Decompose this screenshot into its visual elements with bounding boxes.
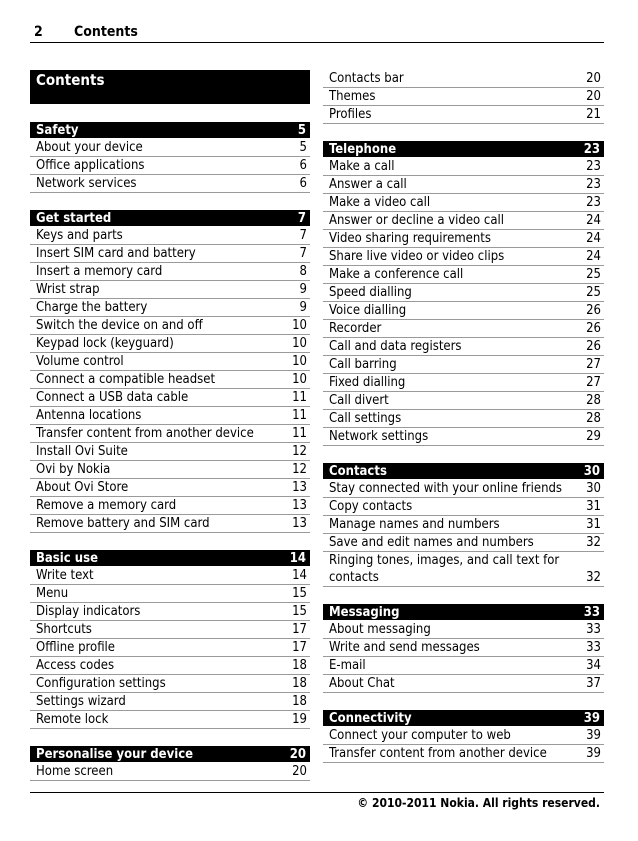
toc-entry-title: About messaging	[329, 622, 431, 637]
section-heading[interactable]	[323, 710, 604, 726]
section-heading[interactable]	[30, 746, 310, 762]
toc-entry[interactable]	[30, 317, 310, 335]
toc-entry-title: Charge the battery	[36, 300, 148, 315]
section-title: Get started	[36, 210, 112, 226]
toc-entry-title: Speed dialling	[329, 285, 412, 300]
toc-entry[interactable]	[323, 745, 604, 763]
toc-entry-title: Stay connected with your online friends	[329, 481, 562, 496]
toc-entry-page: 27	[586, 357, 601, 372]
section-heading[interactable]	[30, 210, 310, 226]
toc-entry-title: Keys and parts	[36, 228, 123, 243]
toc-entry-page: 14	[292, 568, 307, 583]
toc-entry[interactable]	[323, 657, 604, 675]
toc-entry[interactable]	[30, 515, 310, 533]
toc-entry[interactable]	[323, 248, 604, 266]
toc-entry[interactable]	[30, 603, 310, 621]
toc-entry[interactable]	[323, 88, 604, 106]
section-title: Messaging	[329, 604, 400, 620]
toc-entry[interactable]	[323, 302, 604, 320]
section-page: 33	[583, 604, 600, 620]
toc-section	[323, 141, 604, 446]
toc-entry-title: Fixed dialling	[329, 375, 406, 390]
toc-entry-title: Answer a call	[329, 177, 407, 192]
toc-entry[interactable]	[323, 374, 604, 392]
toc-entry-page: 8	[299, 264, 307, 279]
page-number: 2	[34, 24, 43, 40]
toc-entry[interactable]	[323, 675, 604, 693]
toc-entry-title: Remote lock	[36, 712, 109, 727]
toc-entry-page: 34	[586, 658, 601, 673]
toc-entry-page: 33	[586, 640, 601, 655]
toc-entry-title: E-mail	[329, 658, 366, 673]
toc-entry-title: Profiles	[329, 107, 372, 122]
toc-entry-title: Make a video call	[329, 195, 431, 210]
toc-entry-title: Home screen	[36, 764, 114, 779]
right-column	[323, 70, 604, 780]
header-title: Contents	[74, 24, 138, 40]
section-title: Safety	[36, 122, 79, 138]
toc-entry[interactable]	[323, 212, 604, 230]
toc-entry-title: Connect a USB data cable	[36, 390, 189, 405]
toc-entry[interactable]	[30, 281, 310, 299]
toc-entry-page: 23	[586, 177, 601, 192]
toc-entry[interactable]	[30, 425, 310, 443]
toc-entry[interactable]	[30, 621, 310, 639]
section-page: 14	[289, 550, 306, 566]
toc-entry[interactable]	[323, 428, 604, 446]
section-page: 5	[297, 122, 306, 138]
toc-entry-page: 26	[586, 321, 601, 336]
toc-entry-page: 27	[586, 375, 601, 390]
toc-entry-title: Insert a memory card	[36, 264, 163, 279]
toc-entry-title: Network services	[36, 176, 137, 191]
toc-entry[interactable]	[30, 139, 310, 157]
toc-entry[interactable]	[323, 320, 604, 338]
toc-entry-page: 32	[586, 570, 601, 585]
toc-entry-page: 20	[292, 764, 307, 779]
toc-section	[323, 710, 604, 763]
toc-entry-title: Call settings	[329, 411, 402, 426]
toc-entry-title: About Ovi Store	[36, 480, 129, 495]
toc-entry-page: 20	[586, 71, 601, 86]
toc-entry-page: 24	[586, 231, 601, 246]
toc-entry-page: 13	[292, 480, 307, 495]
toc-entry[interactable]	[30, 675, 310, 693]
toc-entry[interactable]	[30, 443, 310, 461]
section-page: 30	[583, 463, 600, 479]
toc-entry[interactable]	[30, 175, 310, 193]
toc-entry-page: 30	[586, 481, 601, 496]
toc-entry[interactable]	[30, 157, 310, 175]
toc-entry-page: 11	[292, 426, 307, 441]
toc-entry-page: 17	[292, 622, 307, 637]
section-heading[interactable]	[323, 141, 604, 157]
toc-entry-page: 7	[299, 228, 307, 243]
toc-entry[interactable]	[323, 230, 604, 248]
toc-entry-page: 13	[292, 516, 307, 531]
section-title: Contacts	[329, 463, 387, 479]
toc-entry-title: Write text	[36, 568, 94, 583]
toc-entry-title: Keypad lock (keyguard)	[36, 336, 174, 351]
section-title: Basic use	[36, 550, 98, 566]
toc-entry-title: Network settings	[329, 429, 429, 444]
toc-entry-page: 13	[292, 498, 307, 513]
toc-entry-page: 39	[586, 728, 601, 743]
toc-entry-page: 33	[586, 622, 601, 637]
toc-entry-page: 37	[586, 676, 601, 691]
toc-entry-page: 17	[292, 640, 307, 655]
toc-entry[interactable]	[30, 299, 310, 317]
toc-entry-page: 29	[586, 429, 601, 444]
toc-entry-title: Contacts bar	[329, 71, 404, 86]
toc-entry[interactable]	[323, 480, 604, 498]
toc-entry-page: 23	[586, 195, 601, 210]
toc-entry-title: Manage names and numbers	[329, 517, 500, 532]
toc-entry[interactable]	[30, 263, 310, 281]
toc-entry-page: 5	[299, 140, 307, 155]
toc-entry[interactable]	[30, 711, 310, 729]
toc-entry-title: Configuration settings	[36, 676, 166, 691]
toc-entry-title: Themes	[329, 89, 376, 104]
toc-entry-title: About Chat	[329, 676, 395, 691]
toc-entry-page: 10	[292, 318, 307, 333]
toc-section	[30, 746, 310, 781]
toc-entry-page: 32	[586, 535, 601, 550]
toc-entry-page: 18	[292, 676, 307, 691]
toc-entry-title: Offline profile	[36, 640, 116, 655]
toc-entry-page: 9	[299, 282, 307, 297]
toc-entry[interactable]	[323, 194, 604, 212]
toc-entry-title: Connect a compatible headset	[36, 372, 216, 387]
toc-entry-page: 18	[292, 694, 307, 709]
section-title: Personalise your device	[36, 746, 194, 762]
toc-entry-page: 6	[299, 158, 307, 173]
toc-entry-title: Make a conference call	[329, 267, 464, 282]
toc-entry-title: Voice dialling	[329, 303, 407, 318]
toc-entry[interactable]	[30, 479, 310, 497]
toc-entry[interactable]	[30, 585, 310, 603]
toc-entry-title: About your device	[36, 140, 143, 155]
toc-entry-title: Switch the device on and off	[36, 318, 203, 333]
toc-entry[interactable]	[323, 552, 604, 587]
toc-entry[interactable]	[323, 727, 604, 745]
toc-entry-title: Ringing tones, images, and call text for contacts	[329, 553, 560, 585]
toc-entry-page: 19	[292, 712, 307, 727]
toc-entry-page: 10	[292, 372, 307, 387]
toc-entry-page: 28	[586, 411, 601, 426]
toc-entry[interactable]	[323, 392, 604, 410]
toc-entry-title: Antenna locations	[36, 408, 142, 423]
toc-entry-title: Write and send messages	[329, 640, 480, 655]
toc-entry-title: Menu	[36, 586, 69, 601]
section-page: 20	[289, 746, 306, 762]
toc-entry-page: 23	[586, 159, 601, 174]
toc-entry[interactable]	[30, 461, 310, 479]
section-title: Telephone	[329, 141, 397, 157]
page-header	[30, 22, 604, 43]
spacer	[30, 104, 310, 122]
toc-entry[interactable]	[30, 335, 310, 353]
section-page: 39	[583, 710, 600, 726]
toc-entry[interactable]	[323, 338, 604, 356]
toc-entry[interactable]	[30, 639, 310, 657]
toc-entry-page: 24	[586, 213, 601, 228]
section-heading[interactable]	[323, 463, 604, 479]
toc-entry[interactable]	[30, 227, 310, 245]
toc-entry-page: 25	[586, 285, 601, 300]
contents-heading: Contents	[30, 70, 310, 104]
toc-entry[interactable]	[30, 245, 310, 263]
section-heading[interactable]	[30, 122, 310, 138]
toc-entry-page: 31	[586, 499, 601, 514]
toc-entry-title: Recorder	[329, 321, 382, 336]
section-page: 23	[583, 141, 600, 157]
section-page: 7	[297, 210, 306, 226]
toc-entry-page: 26	[586, 303, 601, 318]
toc-entry[interactable]	[323, 356, 604, 374]
toc-entry[interactable]	[323, 410, 604, 428]
toc-entry-title: Call divert	[329, 393, 389, 408]
toc-entry-title: Video sharing requirements	[329, 231, 491, 246]
toc-entry[interactable]	[323, 516, 604, 534]
toc-entry-title: Volume control	[36, 354, 124, 369]
toc-entry-page: 10	[292, 336, 307, 351]
toc-entry[interactable]	[323, 284, 604, 302]
toc-section	[30, 122, 310, 193]
toc-entry-page: 7	[299, 246, 307, 261]
toc-entry-title: Connect your computer to web	[329, 728, 511, 743]
toc-entry-page: 6	[299, 176, 307, 191]
toc-entry-page: 9	[299, 300, 307, 315]
toc-entry-page: 15	[292, 604, 307, 619]
toc-entry[interactable]	[30, 353, 310, 371]
toc-entry-page: 10	[292, 354, 307, 369]
toc-entry-title: Display indicators	[36, 604, 141, 619]
toc-section	[323, 604, 604, 693]
toc-entry-title: Access codes	[36, 658, 115, 673]
toc-entry-title: Copy contacts	[329, 499, 413, 514]
toc-entry[interactable]	[323, 498, 604, 516]
toc-entry-page: 28	[586, 393, 601, 408]
toc-entry-page: 18	[292, 658, 307, 673]
toc-entry-page: 11	[292, 408, 307, 423]
toc-entry-title: Remove a memory card	[36, 498, 177, 513]
toc-entry[interactable]	[30, 567, 310, 585]
toc-entry[interactable]	[323, 266, 604, 284]
toc-entry-page: 26	[586, 339, 601, 354]
toc-entry[interactable]	[323, 158, 604, 176]
toc-entry-title: Call barring	[329, 357, 397, 372]
toc-entry[interactable]	[30, 763, 310, 781]
toc-entry-title: Transfer content from another device	[36, 426, 254, 441]
copyright-footer: © 2010-2011 Nokia. All rights reserved.	[357, 796, 600, 810]
toc-entry-title: Transfer content from another device	[329, 746, 547, 761]
toc-entry-page: 12	[292, 462, 307, 477]
footer-rule	[30, 792, 604, 793]
toc-entry[interactable]	[30, 389, 310, 407]
toc-section	[30, 210, 310, 533]
toc-entry-page: 11	[292, 390, 307, 405]
toc-entry-page: 20	[586, 89, 601, 104]
toc-entry-title: Shortcuts	[36, 622, 92, 637]
toc-entry-title: Settings wizard	[36, 694, 126, 709]
toc-entry-title: Call and data registers	[329, 339, 462, 354]
toc-entry-title: Remove battery and SIM card	[36, 516, 210, 531]
toc-entry-page: 15	[292, 586, 307, 601]
toc-entry[interactable]	[323, 639, 604, 657]
toc-entry-title: Answer or decline a video call	[329, 213, 504, 228]
toc-entry-page: 21	[586, 107, 601, 122]
continued-items	[323, 70, 604, 124]
toc-entry-title: Make a call	[329, 159, 395, 174]
toc-entry-title: Office applications	[36, 158, 145, 173]
left-column	[30, 70, 310, 798]
toc-entry[interactable]	[30, 657, 310, 675]
toc-entry[interactable]	[323, 176, 604, 194]
toc-entry[interactable]	[30, 371, 310, 389]
toc-entry-page: 24	[586, 249, 601, 264]
toc-entry-page: 25	[586, 267, 601, 282]
toc-entry-title: Save and edit names and numbers	[329, 535, 534, 550]
toc-entry-title: Ovi by Nokia	[36, 462, 111, 477]
section-title: Connectivity	[329, 710, 412, 726]
toc-entry[interactable]	[323, 70, 604, 88]
toc-entry-title: Insert SIM card and battery	[36, 246, 196, 261]
toc-entry-page: 39	[586, 746, 601, 761]
toc-entry[interactable]	[30, 693, 310, 711]
toc-section	[30, 550, 310, 729]
section-heading[interactable]	[30, 550, 310, 566]
toc-entry[interactable]	[323, 621, 604, 639]
toc-entry[interactable]	[323, 106, 604, 124]
toc-entry-page: 12	[292, 444, 307, 459]
toc-entry[interactable]	[323, 534, 604, 552]
toc-entry[interactable]	[30, 497, 310, 515]
toc-section	[323, 463, 604, 587]
toc-entry-title: Wrist strap	[36, 282, 100, 297]
section-heading[interactable]	[323, 604, 604, 620]
toc-entry[interactable]	[30, 407, 310, 425]
toc-entry-title: Share live video or video clips	[329, 249, 505, 264]
toc-entry-title: Install Ovi Suite	[36, 444, 128, 459]
toc-entry-page: 31	[586, 517, 601, 532]
